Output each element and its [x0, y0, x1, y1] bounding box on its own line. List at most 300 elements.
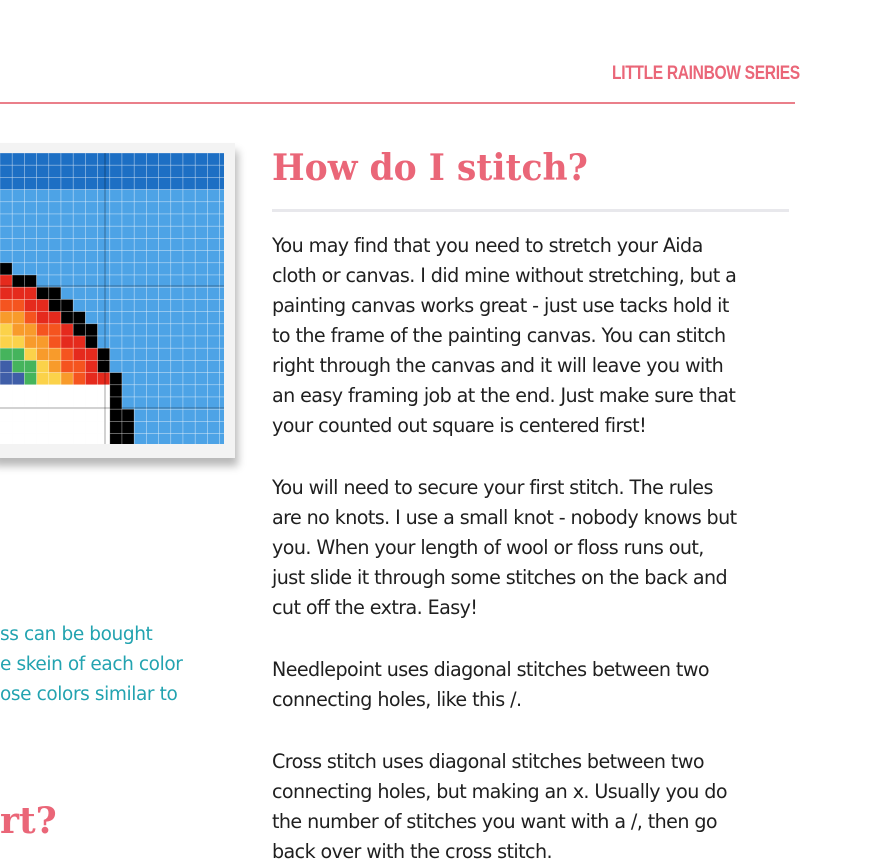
text-line: you. When your length of wool or floss runs out,	[272, 536, 704, 559]
pattern-cell	[98, 251, 110, 263]
pattern-cell	[12, 275, 24, 287]
pattern-cell	[207, 421, 219, 433]
pattern-cell	[134, 397, 146, 409]
pattern-cell	[146, 409, 158, 421]
pattern-cell	[220, 360, 224, 372]
pattern-cell	[122, 434, 134, 444]
pattern-cell	[73, 214, 85, 226]
text-line: your counted out square is centered first!	[272, 414, 647, 437]
pattern-cell	[171, 348, 183, 360]
pattern-cell	[207, 287, 219, 299]
pattern-cell	[24, 312, 36, 324]
pattern-cell	[24, 226, 36, 238]
pattern-cell	[183, 434, 195, 444]
pattern-cell	[110, 214, 122, 226]
pattern-cell	[98, 434, 110, 444]
pattern-cell	[0, 251, 12, 263]
pattern-cell	[110, 324, 122, 336]
pattern-cell	[110, 360, 122, 372]
pattern-cell	[122, 324, 134, 336]
pattern-cell	[24, 275, 36, 287]
pattern-cell	[85, 238, 97, 250]
pattern-cell	[183, 177, 195, 189]
pattern-cell	[37, 287, 49, 299]
pattern-cell	[207, 190, 219, 202]
pattern-cell	[85, 324, 97, 336]
pattern-cell	[134, 287, 146, 299]
pattern-cell	[159, 409, 171, 421]
pattern-cell	[61, 214, 73, 226]
pattern-cell	[159, 299, 171, 311]
pattern-cell	[134, 348, 146, 360]
pattern-cell	[122, 409, 134, 421]
pattern-cell	[37, 202, 49, 214]
pattern-cell	[110, 373, 122, 385]
pattern-cell	[98, 312, 110, 324]
pattern-cell	[61, 251, 73, 263]
pattern-cell	[122, 153, 134, 165]
pattern-cell	[12, 421, 24, 433]
pattern-cell	[49, 324, 61, 336]
pattern-cell	[146, 165, 158, 177]
pattern-cell	[171, 397, 183, 409]
pattern-cell	[0, 153, 12, 165]
left-column-heading: rt?	[0, 800, 57, 842]
pattern-cell	[122, 226, 134, 238]
pattern-cell	[195, 202, 207, 214]
pattern-cell	[207, 373, 219, 385]
pattern-cell	[12, 373, 24, 385]
pattern-cell	[207, 385, 219, 397]
pattern-cell	[183, 165, 195, 177]
pattern-cell	[220, 165, 224, 177]
pattern-cell	[73, 275, 85, 287]
pattern-cell	[195, 287, 207, 299]
pattern-cell	[159, 177, 171, 189]
pattern-cell	[159, 373, 171, 385]
pattern-cell	[0, 275, 12, 287]
pattern-cell	[110, 202, 122, 214]
pattern-cell	[73, 409, 85, 421]
pattern-cell	[183, 226, 195, 238]
pattern-cell	[61, 434, 73, 444]
pattern-cell	[207, 165, 219, 177]
pattern-cell	[220, 421, 224, 433]
pattern-cell	[207, 263, 219, 275]
pattern-cell	[195, 434, 207, 444]
pattern-cell	[195, 360, 207, 372]
pattern-cell	[85, 348, 97, 360]
pattern-cell	[12, 434, 24, 444]
pattern-cell	[220, 287, 224, 299]
pattern-cell	[0, 287, 12, 299]
pattern-cell	[24, 214, 36, 226]
pattern-cell	[24, 287, 36, 299]
pattern-cell	[134, 165, 146, 177]
pattern-cell	[183, 360, 195, 372]
pattern-cell	[220, 263, 224, 275]
pattern-cell	[37, 226, 49, 238]
pattern-cell	[110, 251, 122, 263]
pattern-cell	[0, 397, 12, 409]
pattern-cell	[85, 251, 97, 263]
pattern-cell	[85, 214, 97, 226]
pattern-cell	[12, 177, 24, 189]
pattern-cell	[0, 165, 12, 177]
pattern-cell	[146, 299, 158, 311]
pattern-cell	[98, 385, 110, 397]
pattern-cell	[146, 287, 158, 299]
pattern-cell	[134, 373, 146, 385]
pattern-cell	[49, 360, 61, 372]
pattern-cell	[159, 348, 171, 360]
pattern-cell	[85, 299, 97, 311]
pattern-cell	[98, 360, 110, 372]
pattern-cell	[207, 336, 219, 348]
pattern-cell	[122, 360, 134, 372]
pattern-cell	[61, 385, 73, 397]
pattern-cell	[134, 336, 146, 348]
pattern-cell	[37, 263, 49, 275]
pattern-cell	[134, 190, 146, 202]
text-line: Needlepoint uses diagonal stitches between two	[272, 658, 709, 681]
pattern-cell	[183, 202, 195, 214]
pattern-cell	[49, 263, 61, 275]
pattern-cell	[49, 226, 61, 238]
pattern-cell	[110, 336, 122, 348]
pattern-cell	[159, 153, 171, 165]
pattern-cell	[98, 214, 110, 226]
text-line: just slide it through some stitches on the back and	[272, 566, 728, 589]
pattern-cell	[122, 214, 134, 226]
pattern-cell	[12, 202, 24, 214]
pattern-cell	[122, 165, 134, 177]
pattern-cell	[24, 238, 36, 250]
pattern-cell	[98, 153, 110, 165]
pattern-cell	[12, 360, 24, 372]
pattern-cell	[171, 360, 183, 372]
pattern-cell	[220, 226, 224, 238]
pattern-cell	[220, 373, 224, 385]
pattern-cell	[122, 348, 134, 360]
pattern-cell	[134, 385, 146, 397]
pattern-cell	[134, 275, 146, 287]
pattern-cell	[159, 202, 171, 214]
pattern-cell	[183, 214, 195, 226]
pattern-cell	[24, 434, 36, 444]
pattern-cell	[159, 385, 171, 397]
pattern-cell	[195, 238, 207, 250]
pattern-cell	[0, 299, 12, 311]
pattern-cell	[122, 299, 134, 311]
pattern-cell	[73, 226, 85, 238]
pattern-cell	[171, 385, 183, 397]
pattern-cell	[12, 214, 24, 226]
pattern-cell	[12, 397, 24, 409]
pattern-cell	[37, 312, 49, 324]
pattern-cell	[12, 336, 24, 348]
pattern-cell	[159, 287, 171, 299]
text-line: e skein of each color	[0, 654, 183, 675]
pattern-cell	[49, 373, 61, 385]
pattern-cell	[37, 360, 49, 372]
pattern-cell	[85, 409, 97, 421]
pattern-cell	[183, 312, 195, 324]
pattern-cell	[122, 238, 134, 250]
pattern-cell	[85, 165, 97, 177]
pattern-cell	[134, 409, 146, 421]
pattern-cell	[183, 190, 195, 202]
pattern-cell	[171, 214, 183, 226]
pattern-cell	[195, 153, 207, 165]
pattern-cell	[73, 299, 85, 311]
pattern-cell	[24, 373, 36, 385]
pattern-cell	[12, 385, 24, 397]
pattern-cell	[110, 275, 122, 287]
pattern-cell	[37, 190, 49, 202]
pattern-cell	[171, 409, 183, 421]
text-line: to the frame of the painting canvas. You can stitch	[272, 324, 726, 347]
pattern-cell	[110, 165, 122, 177]
text-line: connecting holes, but making an x. Usually you do	[272, 780, 727, 803]
pattern-cell	[134, 202, 146, 214]
pattern-cell	[98, 263, 110, 275]
pattern-cell	[159, 312, 171, 324]
pattern-cell	[207, 177, 219, 189]
pattern-cell	[207, 226, 219, 238]
pattern-cell	[207, 397, 219, 409]
pattern-cell	[24, 202, 36, 214]
pattern-cell	[61, 177, 73, 189]
pattern-cell	[37, 214, 49, 226]
pattern-cell	[159, 165, 171, 177]
pattern-cell	[207, 299, 219, 311]
pattern-cell	[37, 275, 49, 287]
pattern-cell	[85, 275, 97, 287]
pattern-cell	[85, 226, 97, 238]
pattern-cell	[122, 421, 134, 433]
pattern-cell	[207, 360, 219, 372]
pattern-cell	[134, 238, 146, 250]
pattern-cell	[61, 165, 73, 177]
pattern-cell	[159, 336, 171, 348]
pattern-cell	[24, 336, 36, 348]
pattern-cell	[12, 348, 24, 360]
pattern-cell	[85, 153, 97, 165]
pattern-cell	[171, 275, 183, 287]
pattern-cell	[98, 324, 110, 336]
pattern-cell	[0, 421, 12, 433]
pattern-cell	[171, 324, 183, 336]
pattern-cell	[146, 434, 158, 444]
pattern-cell	[37, 336, 49, 348]
pattern-cell	[183, 251, 195, 263]
pattern-cell	[171, 434, 183, 444]
text-line: right through the canvas and it will leave you with	[272, 354, 724, 377]
rainbow-pattern-image	[0, 143, 235, 458]
pattern-cell	[207, 409, 219, 421]
pattern-cell	[122, 336, 134, 348]
pattern-cell	[146, 421, 158, 433]
pattern-cell	[73, 385, 85, 397]
pattern-cell	[98, 275, 110, 287]
text-line: You will need to secure your first stitch. The rules	[272, 476, 713, 499]
pattern-cell	[146, 336, 158, 348]
pattern-cell	[146, 360, 158, 372]
pattern-cell	[98, 348, 110, 360]
pattern-cell	[122, 190, 134, 202]
pattern-cell	[0, 202, 12, 214]
pattern-cell	[171, 373, 183, 385]
pattern-cell	[0, 263, 12, 275]
pattern-cell	[207, 153, 219, 165]
pattern-cell	[110, 312, 122, 324]
pattern-cell	[49, 202, 61, 214]
pattern-cell	[159, 434, 171, 444]
pattern-cell	[37, 434, 49, 444]
pattern-cell	[85, 287, 97, 299]
pattern-cell	[207, 324, 219, 336]
pattern-cell	[220, 202, 224, 214]
pattern-cell	[0, 312, 12, 324]
pattern-cell	[24, 177, 36, 189]
pattern-cell	[122, 373, 134, 385]
pattern-cell	[98, 421, 110, 433]
pattern-cell	[24, 251, 36, 263]
pattern-cell	[73, 324, 85, 336]
pattern-cell	[24, 421, 36, 433]
pattern-cell	[171, 263, 183, 275]
pattern-cell	[73, 202, 85, 214]
pattern-cell	[73, 373, 85, 385]
pattern-cell	[220, 275, 224, 287]
pattern-cell	[85, 397, 97, 409]
pattern-cell	[0, 177, 12, 189]
pattern-cell	[98, 238, 110, 250]
pattern-cell	[49, 385, 61, 397]
pattern-cell	[171, 190, 183, 202]
pattern-cell	[122, 287, 134, 299]
pattern-cell	[73, 397, 85, 409]
pattern-cell	[61, 275, 73, 287]
pattern-cell	[98, 165, 110, 177]
pattern-cell	[24, 324, 36, 336]
header-divider	[0, 102, 795, 104]
pattern-cell	[98, 226, 110, 238]
pattern-cell	[61, 299, 73, 311]
text-line: You may find that you need to stretch your Aida	[272, 234, 703, 257]
pattern-cell	[195, 397, 207, 409]
pattern-cell	[146, 238, 158, 250]
pattern-cell	[134, 299, 146, 311]
pattern-cell	[85, 421, 97, 433]
pattern-cell	[183, 299, 195, 311]
pattern-cell	[220, 214, 224, 226]
heading-divider	[272, 209, 789, 212]
pattern-cell	[220, 251, 224, 263]
pattern-cell	[110, 299, 122, 311]
pattern-cell	[49, 312, 61, 324]
pattern-cell	[195, 312, 207, 324]
pattern-cell	[110, 177, 122, 189]
pattern-cell	[195, 299, 207, 311]
pattern-cell	[195, 190, 207, 202]
pattern-cell	[171, 165, 183, 177]
pattern-cell	[134, 263, 146, 275]
pattern-cell	[171, 202, 183, 214]
pattern-cell	[207, 214, 219, 226]
pattern-cell	[61, 409, 73, 421]
pattern-cell	[0, 214, 12, 226]
pattern-cell	[12, 409, 24, 421]
pattern-cell	[37, 238, 49, 250]
pattern-cell	[12, 324, 24, 336]
pattern-cell	[183, 336, 195, 348]
pattern-cell	[146, 324, 158, 336]
pattern-cell	[146, 251, 158, 263]
pattern-cell	[49, 336, 61, 348]
pattern-cell	[98, 287, 110, 299]
pattern-cell	[195, 373, 207, 385]
pattern-chart-svg	[0, 153, 224, 444]
pattern-cell	[207, 348, 219, 360]
pattern-cell	[24, 190, 36, 202]
text-line: Cross stitch uses diagonal stitches between two	[272, 750, 704, 773]
pattern-cell	[220, 385, 224, 397]
paragraph-securing	[272, 473, 791, 623]
pattern-cell	[195, 263, 207, 275]
pattern-cell	[134, 251, 146, 263]
pattern-cell	[98, 409, 110, 421]
pattern-cell	[220, 299, 224, 311]
pattern-cell	[220, 312, 224, 324]
pattern-cell	[183, 385, 195, 397]
pattern-cell	[61, 312, 73, 324]
pattern-cell	[110, 238, 122, 250]
pattern-cell	[159, 324, 171, 336]
pattern-cell	[0, 385, 12, 397]
pattern-cell	[171, 336, 183, 348]
pattern-cell	[134, 312, 146, 324]
pattern-cell	[220, 434, 224, 444]
pattern-cell	[195, 324, 207, 336]
pattern-cell	[171, 251, 183, 263]
pattern-cell	[0, 324, 12, 336]
pattern-cell	[195, 214, 207, 226]
pattern-cell	[195, 251, 207, 263]
pattern-cell	[183, 153, 195, 165]
pattern-cell	[61, 360, 73, 372]
pattern-cell	[171, 421, 183, 433]
pattern-cell	[122, 385, 134, 397]
pattern-cell	[98, 299, 110, 311]
pattern-cell	[24, 409, 36, 421]
pattern-cell	[61, 190, 73, 202]
pattern-cell	[110, 153, 122, 165]
pattern-cell	[171, 312, 183, 324]
text-line: cloth or canvas. I did mine without stretching, but a	[272, 264, 737, 287]
pattern-cell	[0, 434, 12, 444]
pattern-cell	[73, 263, 85, 275]
pattern-cell	[220, 409, 224, 421]
text-line: back over with the cross stitch.	[272, 840, 552, 860]
pattern-cell	[122, 275, 134, 287]
pattern-cell	[61, 202, 73, 214]
pattern-cell	[37, 373, 49, 385]
pattern-cell	[171, 177, 183, 189]
pattern-cell	[110, 226, 122, 238]
pattern-cell	[85, 177, 97, 189]
